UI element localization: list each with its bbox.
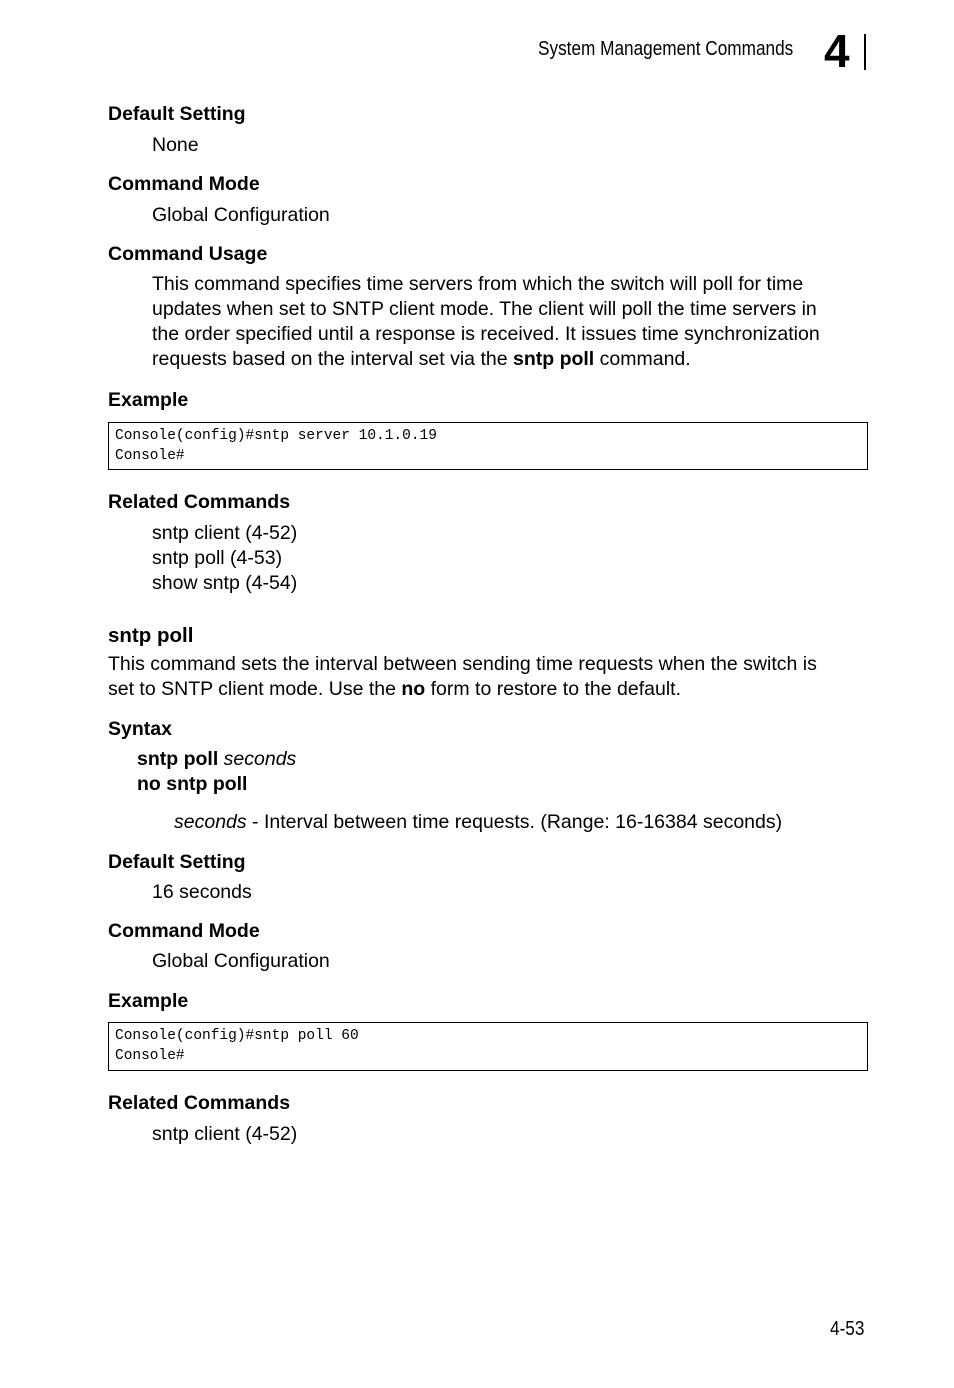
usage-line	[152, 347, 820, 372]
parameter-text: - Interval between time requests. (Range: 16-16384 seconds)	[246, 811, 783, 833]
default-setting-value-2: 16 seconds	[152, 881, 252, 903]
related-command-item: sntp client (4-52)	[152, 522, 298, 544]
related-command-item: sntp poll (4-53)	[152, 547, 283, 569]
page-number: 4-53	[830, 1318, 865, 1340]
usage-text: requests based on the interval set via the	[152, 348, 513, 370]
syntax-lines	[137, 747, 296, 797]
description-line: This command sets the interval between sending time requests when the switch is	[108, 653, 817, 675]
usage-command-ref: sntp poll	[512, 348, 595, 370]
command-description	[108, 652, 817, 702]
usage-line: updates when set to SNTP client mode. The client will poll the time servers in	[152, 298, 817, 320]
code-line: Console#	[115, 1048, 185, 1064]
default-setting-heading: Default Setting	[108, 103, 246, 125]
parameter-name: seconds	[174, 811, 247, 833]
command-usage-heading: Command Usage	[108, 243, 268, 265]
usage-text: command.	[594, 348, 691, 370]
default-setting-heading-2: Default Setting	[108, 851, 246, 873]
related-command-item: show sntp (4-54)	[152, 572, 298, 594]
description-line	[108, 677, 817, 702]
syntax-heading: Syntax	[108, 718, 172, 740]
default-setting-value: None	[152, 134, 199, 156]
command-mode-heading-2: Command Mode	[108, 920, 260, 942]
parameter-description	[174, 810, 782, 835]
related-commands-heading: Related Commands	[108, 491, 291, 513]
command-title: sntp poll	[108, 624, 194, 647]
code-line: Console#	[115, 448, 185, 464]
related-commands-list	[152, 521, 297, 596]
code-line: Console(config)#sntp server 10.1.0.19	[115, 428, 437, 444]
example-heading-2: Example	[108, 990, 189, 1012]
usage-line: the order specified until a response is received. It issues time synchronization	[152, 323, 820, 345]
description-text: set to SNTP client mode. Use the	[108, 678, 402, 700]
chapter-number: 4	[824, 25, 850, 77]
command-mode-value: Global Configuration	[152, 204, 330, 226]
running-header-title: System Management Commands	[538, 38, 794, 60]
command-usage-text	[152, 272, 820, 372]
code-example-box	[108, 422, 868, 470]
syntax-command: no sntp poll	[137, 773, 248, 795]
code-line: Console(config)#sntp poll 60	[115, 1028, 359, 1044]
syntax-line	[137, 747, 296, 772]
syntax-parameter: seconds	[223, 748, 297, 770]
command-mode-heading: Command Mode	[108, 173, 260, 195]
example-heading: Example	[108, 389, 189, 411]
chapter-divider	[864, 34, 866, 70]
code-example-box-2	[108, 1022, 868, 1071]
related-commands-heading-2: Related Commands	[108, 1092, 291, 1114]
description-text: form to restore to the default.	[425, 678, 681, 700]
usage-line: This command specifies time servers from which the switch will poll for time	[152, 273, 804, 295]
related-command-item-2: sntp client (4-52)	[152, 1123, 298, 1145]
syntax-command: sntp poll	[137, 748, 219, 770]
command-mode-value-2: Global Configuration	[152, 950, 330, 972]
description-keyword: no	[401, 678, 426, 700]
syntax-line	[137, 772, 296, 797]
